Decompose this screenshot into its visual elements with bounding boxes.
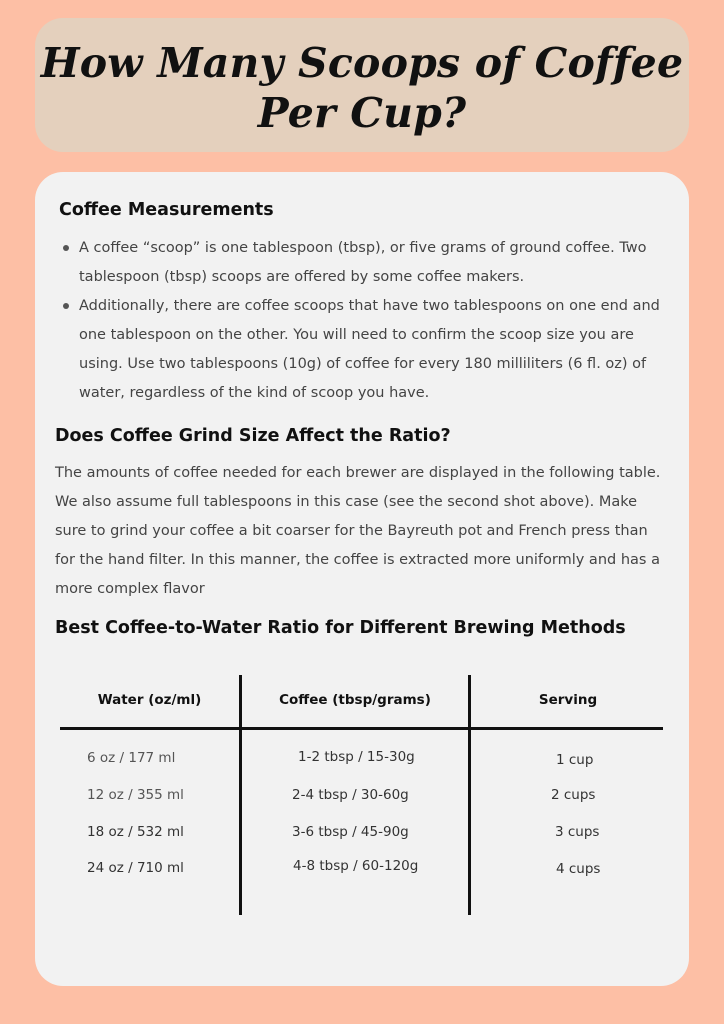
bullet-icon (63, 303, 69, 309)
table-cell-serving: 1 cup (556, 752, 594, 768)
ratio-table (60, 675, 665, 915)
grind-size-paragraph: The amounts of coffee needed for each brewer are displayed in the following table. We also assume full tablespoons in this case (see the second shot above). Make sure to grind your coffee a bit coarser for the Bayreuth pot and French press than for the hand filter. In this manner, the coffee is extracted more uniformly and has a more complex flavor (55, 465, 661, 597)
measurements-bullet-list (59, 234, 669, 408)
list-item-text: Additionally, there are coffee scoops that have two tablespoons on one end and one tablespoon on the other. You will need to confirm the scoop size you are using. Use two tablespoons (10g) of coffee for every 180 milliliters (6 fl. oz) of water, regardless of the kind of scoop you have. (79, 298, 660, 401)
content-card (35, 172, 689, 986)
coffee-measurements-heading: Coffee Measurements (59, 200, 274, 220)
table-cell-coffee: 4-8 tbsp / 60-120g (293, 858, 419, 874)
column-divider (468, 675, 471, 915)
list-item-text: A coffee “scoop” is one tablespoon (tbsp), or five grams of ground coffee. Two tablespoon (tbsp) scoops are offered by some coffee makers. (79, 240, 647, 285)
table-cell-coffee: 1-2 tbsp / 15-30g (298, 749, 415, 765)
column-header-water: Water (oz/ml) (97, 692, 202, 708)
table-cell-coffee: 3-6 tbsp / 45-90g (292, 824, 409, 840)
title-banner (35, 18, 689, 152)
ratio-table-heading: Best Coffee-to-Water Ratio for Different Brewing Methods (55, 618, 626, 638)
list-item (59, 234, 669, 292)
table-cell-water: 12 oz / 355 ml (87, 787, 184, 803)
table-cell-serving: 2 cups (551, 787, 596, 803)
list-item (59, 292, 669, 408)
table-cell-serving: 4 cups (556, 861, 601, 877)
table-cell-water: 24 oz / 710 ml (87, 860, 184, 876)
bullet-icon (63, 245, 69, 251)
column-header-coffee: Coffee (tbsp/grams) (279, 692, 431, 708)
table-cell-serving: 3 cups (555, 824, 600, 840)
column-divider (239, 675, 242, 915)
table-cell-water: 6 oz / 177 ml (87, 750, 176, 766)
page-title: How Many Scoops of Coffee Per Cup? (40, 39, 684, 137)
column-header-serving: Serving (538, 692, 598, 708)
header-divider (60, 727, 663, 730)
grind-size-heading: Does Coffee Grind Size Affect the Ratio? (55, 426, 451, 446)
table-cell-coffee: 2-4 tbsp / 30-60g (292, 787, 409, 803)
table-cell-water: 18 oz / 532 ml (87, 824, 184, 840)
